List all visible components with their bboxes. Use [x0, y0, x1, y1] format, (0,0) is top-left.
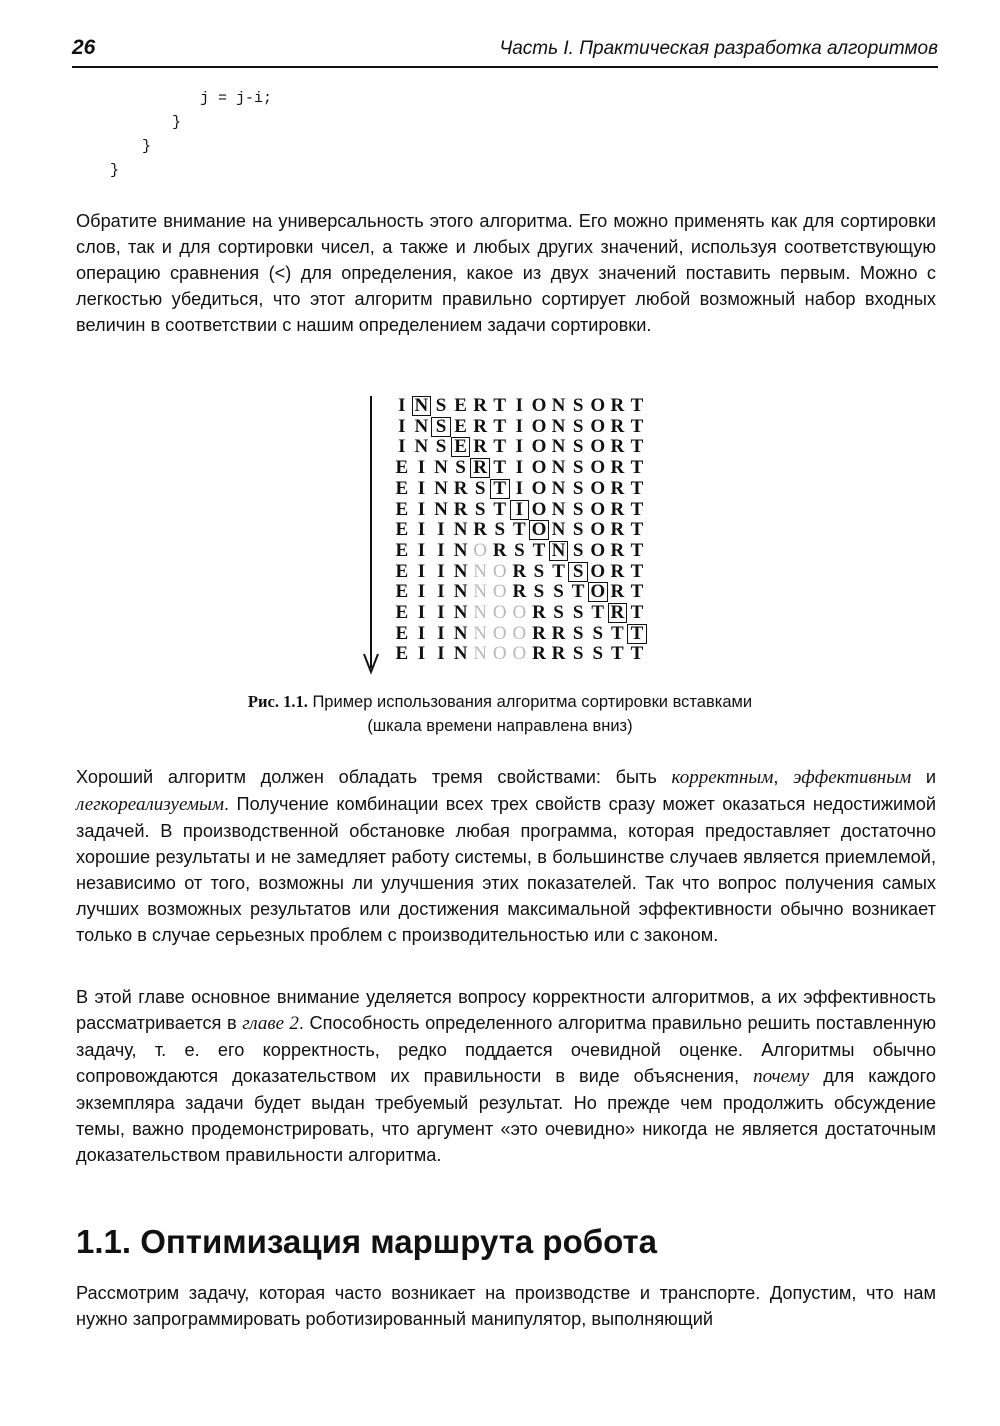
figure-letter: R: [532, 643, 546, 665]
figure-row: [392, 582, 647, 602]
figure-letter: T: [630, 457, 644, 479]
figure-letter: O: [512, 602, 527, 623]
emphasis-correct: корректным: [671, 767, 774, 788]
paragraph-robot: Рассмотрим задачу, которая часто возникает на производстве и транспорте. Допустим, что нам нужно запрограммировать роботизированный манипулятор, выполняющий: [76, 1283, 936, 1329]
figure-letter: O: [590, 436, 606, 458]
figure-letter: I: [437, 560, 445, 582]
figure-letter: O: [531, 395, 547, 416]
figure-letter: S: [572, 395, 584, 416]
header-rule: [72, 66, 938, 68]
figure-letter: R: [473, 395, 488, 416]
page-number: 26: [72, 36, 96, 59]
figure-letter: O: [512, 643, 527, 665]
figure-letter: S: [572, 539, 584, 561]
figure-letter: I: [417, 602, 426, 623]
figure-letter: E: [395, 519, 409, 541]
figure-letter: E: [454, 395, 467, 416]
figure-letter: I: [437, 519, 445, 541]
figure-letter: O: [590, 477, 606, 499]
figure-letter: S: [533, 581, 545, 603]
figure-letter: R: [551, 643, 566, 665]
figure-letter: O: [492, 560, 507, 582]
figure-letter: N: [414, 415, 429, 437]
figure-letter: S: [474, 477, 486, 499]
figure-letter: R: [551, 622, 566, 644]
figure-letter: R: [610, 477, 625, 499]
figure-letter: I: [417, 643, 426, 665]
figure-letter: T: [630, 602, 644, 623]
figure-letter: I: [515, 415, 524, 437]
figure-letter: E: [395, 560, 409, 582]
figure-letter: O: [590, 539, 606, 561]
figure-letter: T: [493, 415, 507, 437]
figure-letter: T: [630, 643, 644, 665]
figure-letter: O: [492, 602, 507, 623]
figure-letter: S: [514, 539, 525, 561]
figure-letter: T: [630, 581, 644, 603]
figure-letter: R: [608, 603, 628, 623]
figure-letter: N: [551, 477, 566, 499]
figure-letter: T: [630, 498, 644, 520]
figure-letter: R: [492, 539, 507, 561]
caption-line2: (шкала времени направлена вниз): [367, 717, 633, 735]
figure-letter: R: [453, 498, 468, 520]
figure-letter: O: [531, 436, 547, 458]
figure-letter: S: [592, 622, 604, 644]
figure-letter: E: [395, 622, 409, 644]
figure-letter: N: [453, 519, 468, 541]
figure-letter: I: [515, 395, 524, 416]
figure-letter: I: [417, 477, 426, 499]
figure-letter: O: [590, 457, 606, 479]
code-line: }: [110, 162, 120, 179]
figure-letter: R: [610, 498, 625, 520]
figure-letter: O: [512, 622, 527, 644]
running-header: Часть I. Практическая разработка алгоритмов: [499, 38, 938, 59]
figure-letter: T: [513, 519, 526, 541]
insertion-sort-figure: [360, 392, 660, 682]
figure-letter: S: [568, 562, 588, 582]
code-line: j = j-i;: [200, 90, 273, 107]
figure-letter: I: [437, 539, 445, 561]
figure-letter: E: [395, 539, 409, 561]
figure-letter: T: [630, 415, 644, 437]
figure-letter: R: [473, 519, 488, 541]
figure-letter: O: [590, 415, 606, 437]
figure-row: [392, 541, 647, 561]
figure-letter: I: [437, 602, 445, 623]
figure-letter: R: [473, 436, 488, 458]
emphasis-chapter2: главе 2: [242, 1013, 299, 1034]
section-heading: 1.1. Оптимизация маршрута робота: [76, 1223, 657, 1260]
figure-letter: I: [417, 457, 426, 479]
figure-letter: N: [473, 622, 488, 644]
figure-letter: I: [398, 436, 406, 458]
figure-letter: O: [531, 415, 547, 437]
figure-letter: R: [532, 602, 546, 623]
figure-letter: I: [437, 622, 445, 644]
figure-letter: T: [571, 581, 585, 603]
figure-letter: R: [512, 560, 527, 582]
figure-letter: O: [529, 520, 549, 540]
figure-letter: I: [417, 622, 426, 644]
figure-letter: T: [493, 457, 507, 479]
figure-letter: N: [551, 519, 566, 541]
figure-letter: I: [515, 457, 524, 479]
figure-letter: S: [435, 395, 447, 416]
figure-letter: T: [630, 477, 644, 499]
figure-letter: N: [414, 436, 429, 458]
figure-letter: O: [590, 560, 606, 582]
figure-letter: R: [610, 581, 625, 603]
figure-letter: S: [474, 498, 486, 520]
paragraph-correctness: В этой главе основное внимание уделяется вопросу корректности алгоритмов, а их эффективность рассматривается в главе 2. Способность определенного алгоритма правильно решить поставленную задачу, т. е. его корректность, редко поддается очевидной оценке. Алгоритмы обычно сопровождаются доказательством их правильности в виде объяснения, почему для каждого экземпляра задачи будет выдан требуемый результат. Но прежде чем продолжить обсуждение темы, важно продемонстрировать, что аргумент «это очевидно» никогда не является достаточным доказательством правильности алгоритма.: [76, 987, 936, 1165]
figure-letter: N: [453, 539, 468, 561]
figure-letter: N: [434, 477, 448, 499]
figure-letter: S: [494, 519, 506, 541]
figure-row: [392, 396, 647, 416]
figure-letter: O: [531, 457, 547, 479]
figure-letter: I: [417, 539, 426, 561]
figure-letter: T: [630, 560, 644, 582]
figure-row: [392, 500, 647, 520]
figure-letter: T: [591, 602, 605, 623]
figure-letter: T: [610, 643, 624, 665]
emphasis-efficient: эффективным: [793, 767, 912, 788]
figure-letter: O: [588, 582, 608, 602]
figure-letter: N: [453, 581, 468, 603]
figure-letter: S: [572, 643, 584, 665]
figure-letter: N: [473, 643, 488, 665]
figure-letter: I: [398, 395, 406, 416]
figure-row: [392, 520, 647, 540]
figure-letter: O: [590, 498, 606, 520]
figure-letter: N: [412, 396, 432, 416]
figure-letter: S: [533, 560, 545, 582]
figure-row: [392, 437, 647, 457]
figure-letter: I: [437, 581, 445, 603]
figure-letter: R: [610, 519, 625, 541]
figure-letter: S: [572, 415, 584, 437]
figure-letter: S: [431, 417, 451, 437]
figure-letter: E: [451, 437, 471, 457]
figure-row: [392, 417, 647, 437]
figure-letter: S: [572, 477, 584, 499]
figure-letter: I: [417, 519, 426, 541]
figure-letter: R: [610, 436, 625, 458]
figure-letter: S: [435, 436, 447, 458]
figure-letter: R: [610, 415, 625, 437]
figure-letter: I: [515, 477, 524, 499]
figure-letter: E: [395, 477, 409, 499]
figure-row: [392, 644, 647, 664]
figure-letter: T: [610, 622, 624, 644]
figure-letter: N: [434, 498, 448, 520]
figure-row: [392, 458, 647, 478]
figure-row: [392, 624, 647, 644]
figure-letter: T: [552, 560, 565, 582]
figure-letter: I: [510, 500, 530, 520]
figure-letter: E: [454, 415, 467, 437]
figure-letter: O: [590, 395, 606, 416]
figure-letter: T: [493, 436, 507, 458]
figure-letter: S: [572, 457, 584, 479]
figure-letter: T: [630, 395, 644, 416]
figure-letter: I: [515, 436, 524, 458]
paragraph-properties: Хороший алгоритм должен обладать тремя свойствами: быть корректным, эффективным и легкореализуемым. Получение комбинации всех трех свойств сразу может оказаться недостижимой задачей. В производственной обстановке любая программа, которая предоставляет достаточно хорошие результаты и не замедляет работу системы, в большинстве случаев является приемлемой, независимо от того, возможны ли улучшения этих показателей. Так что вопрос получения самых лучших возможных результатов или достижения максимальной эффективности обычно возникает только в случае серьезных проблем с производительностью или с законом.: [76, 767, 937, 945]
figure-letter: I: [437, 643, 445, 665]
emphasis-why: почему: [753, 1066, 810, 1087]
figure-row: [392, 479, 647, 499]
figure-letter: O: [590, 519, 606, 541]
figure-letter: N: [551, 436, 566, 458]
figure-letter: R: [512, 581, 527, 603]
figure-letter: S: [553, 581, 564, 603]
figure-letter: S: [572, 436, 584, 458]
figure-row: [392, 603, 647, 623]
figure-letter: S: [572, 602, 584, 623]
figure-letter: N: [453, 602, 468, 623]
code-line: }: [142, 138, 152, 155]
figure-letter: O: [531, 498, 547, 520]
paragraph-universality: Обратите внимание на универсальность этого алгоритма. Его можно применять как для сортировки слов, так и для сортировки чисел, а также и любых других значений, используя соответствующую операцию сравнения (<) для определения, какое из двух значений поставить первым. Можно с легкостью убедиться, что этот алгоритм правильно сортирует любой возможный набор входных величин в соответствии с нашим определением задачи сортировки.: [76, 211, 936, 335]
figure-letter: T: [490, 479, 510, 499]
figure-letter: N: [453, 643, 468, 665]
figure-letter: N: [434, 457, 448, 479]
figure-letter: O: [492, 581, 507, 603]
figure-letter: N: [473, 602, 488, 623]
figure-letter: O: [473, 539, 488, 561]
figure-letter: O: [492, 643, 507, 665]
figure-letter: R: [470, 458, 490, 478]
figure-letter: E: [395, 498, 409, 520]
figure-letter: E: [395, 643, 409, 665]
code-line: }: [172, 114, 182, 131]
figure-letter: R: [610, 457, 625, 479]
figure-letter: T: [630, 539, 644, 561]
figure-letter: N: [453, 622, 468, 644]
figure-letter: N: [551, 457, 566, 479]
figure-letter: I: [417, 560, 426, 582]
figure-letter: I: [417, 581, 426, 603]
figure-letter: R: [532, 622, 546, 644]
figure-letter: N: [473, 581, 488, 603]
emphasis-easy: легкореализуемым: [76, 794, 225, 815]
figure-letter: N: [549, 541, 569, 561]
figure-letter: R: [473, 415, 488, 437]
figure-letter: R: [610, 539, 625, 561]
figure-letter: T: [630, 519, 644, 541]
figure-letter: N: [551, 395, 566, 416]
caption-text: Пример использования алгоритма сортировки вставками: [312, 693, 753, 711]
figure-letter: N: [551, 498, 566, 520]
figure-letter: S: [553, 602, 564, 623]
figure-letter: I: [417, 498, 426, 520]
figure-letter: S: [572, 519, 584, 541]
figure-letter: T: [627, 624, 647, 644]
figure-letter: S: [572, 622, 584, 644]
caption-label: Рис. 1.1.: [247, 692, 308, 711]
figure-letter: O: [531, 477, 547, 499]
figure-letter: S: [455, 457, 466, 479]
figure-letter: R: [610, 395, 625, 416]
figure-row: [392, 562, 647, 582]
figure-letter: T: [630, 436, 644, 458]
figure-letter: R: [453, 477, 468, 499]
figure-letter: R: [610, 560, 625, 582]
figure-letter: S: [592, 643, 604, 665]
figure-letter: S: [572, 498, 584, 520]
figure-letter: T: [493, 498, 507, 520]
figure-letter: N: [551, 415, 566, 437]
figure-letter: E: [395, 581, 409, 603]
figure-letter: I: [398, 415, 406, 437]
figure-letter: N: [473, 560, 488, 582]
figure-letter: T: [493, 395, 507, 416]
figure-letter: T: [532, 539, 546, 561]
figure-letter: E: [395, 457, 409, 479]
figure-letter: N: [453, 560, 468, 582]
figure-letter: E: [395, 602, 409, 623]
figure-letter: O: [492, 622, 507, 644]
figure-caption: [180, 690, 820, 738]
